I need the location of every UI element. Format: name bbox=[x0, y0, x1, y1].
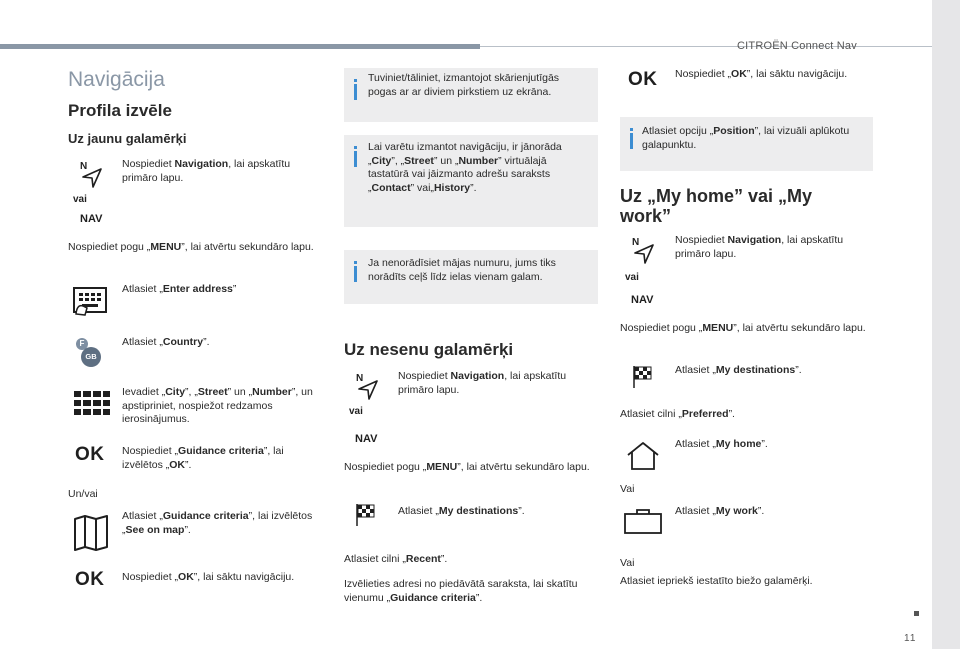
info-icon bbox=[354, 266, 357, 282]
tip-house-number-text: Ja nenorādīsiet mājas numuru, jums tiks norādīts ceļš līdz ielas vienam galam. bbox=[368, 257, 556, 283]
step-guidance-ok: Nospiediet „Guidance criteria”, lai izvēlētos „OK”. bbox=[122, 445, 284, 471]
nav-label: NAV bbox=[631, 294, 654, 306]
step-country: Atlasiet „Country”. bbox=[122, 336, 210, 348]
heading-new-destination: Uz jaunu galamērķi bbox=[68, 131, 187, 146]
nav-n-letter: N bbox=[632, 237, 640, 248]
or-label-2: Vai bbox=[620, 557, 635, 569]
step-ok-start-2: Nospiediet „OK”, lai sāktu navigāciju. bbox=[675, 68, 848, 80]
tip-box-address bbox=[344, 135, 598, 227]
map-icon bbox=[74, 515, 108, 551]
keyboard-icon bbox=[73, 284, 109, 316]
and-or-label: Un/vai bbox=[68, 488, 98, 500]
briefcase-icon bbox=[624, 508, 662, 534]
country-badge-bottom: GB bbox=[81, 347, 101, 367]
step-preferred-tab: Atlasiet cilni „Preferred”. bbox=[620, 408, 735, 420]
heading-profile: Profila izvēle bbox=[68, 101, 172, 120]
step-my-home: Atlasiet „My home”. bbox=[675, 438, 768, 450]
heading-my-home-work: Uz „My home” vai „My work” bbox=[620, 186, 813, 226]
step-preset-destination: Atlasiet iepriekš iestatīto biežo galamērķi. bbox=[620, 575, 813, 587]
home-icon bbox=[626, 441, 660, 471]
step-menu-2: Nospiediet pogu „MENU”, lai atvērtu sekundāro lapu. bbox=[344, 461, 590, 473]
step-my-work: Atlasiet „My work”. bbox=[675, 505, 765, 517]
tip-box-house-number bbox=[344, 250, 598, 304]
step-navigation-3: Nospiediet Navigation, lai apskatītu primāro lapu. bbox=[675, 234, 844, 260]
step-enter-address: Atlasiet „Enter address” bbox=[122, 283, 237, 295]
nav-label: NAV bbox=[80, 213, 103, 225]
navigation-arrow-icon bbox=[632, 242, 656, 266]
step-ok-start: Nospiediet „OK”, lai sāktu navigāciju. bbox=[122, 571, 295, 583]
header-rule-light bbox=[480, 46, 932, 47]
country-badge-top: F bbox=[76, 338, 88, 350]
info-icon bbox=[630, 133, 633, 149]
navigation-arrow-icon bbox=[80, 166, 104, 190]
brand-title: CITROËN Connect Nav bbox=[737, 40, 857, 52]
info-icon bbox=[354, 84, 357, 100]
navigation-arrow-icon bbox=[356, 378, 380, 402]
tip-zoom-text: Tuviniet/tāliniet, izmantojot skārienjutīgās pogas ar ar diviem pirkstiem uz ekrāna. bbox=[368, 72, 560, 98]
tip-address-text: Lai varētu izmantot navigāciju, ir jānorāda „City”, „Street” un „Number” virtuālajā tastatūrā vai jāizmanto adrešu saraksts „Contact” vai„History”. bbox=[368, 141, 562, 194]
nav-vai: vai bbox=[625, 272, 639, 283]
step-see-on-map: Atlasiet „Guidance criteria”, lai izvēlētos „See on map”. bbox=[122, 510, 313, 536]
tip-box-position bbox=[620, 117, 873, 171]
step-my-destinations: Atlasiet „My destinations”. bbox=[398, 505, 525, 517]
tip-position-text: Atlasiet opciju „Position”, lai vizuāli aplūkotu galapunktu. bbox=[642, 125, 850, 151]
step-menu-3: Nospiediet pogu „MENU”, lai atvērtu sekundāro lapu. bbox=[620, 322, 866, 334]
section-title: Navigācija bbox=[68, 68, 165, 91]
nav-n-letter: N bbox=[80, 161, 88, 172]
step-menu: Nospiediet pogu „MENU”, lai atvērtu sekundāro lapu. bbox=[68, 241, 314, 253]
page-number: 11 bbox=[904, 633, 917, 644]
info-icon bbox=[354, 151, 357, 167]
step-navigation: Nospiediet Navigation, lai apskatītu primāro lapu. bbox=[122, 158, 291, 184]
ok-button-icon: OK bbox=[75, 444, 105, 465]
nav-vai: vai bbox=[73, 194, 87, 205]
page-marker bbox=[914, 611, 919, 616]
tip-box-zoom bbox=[344, 68, 598, 122]
ok-button-icon-2: OK bbox=[75, 569, 105, 590]
header-rule-dark bbox=[0, 44, 480, 49]
nav-n-letter: N bbox=[356, 373, 364, 384]
step-my-destinations-2: Atlasiet „My destinations”. bbox=[675, 364, 802, 376]
ok-button-icon-3: OK bbox=[628, 69, 658, 90]
or-label-1: Vai bbox=[620, 483, 635, 495]
step-city-street-number: Ievadiet „City”, „Street” un „Number”, un apstipriniet, nospiežot redzamos ierosinājumus. bbox=[122, 386, 313, 425]
page-edge-bar bbox=[932, 0, 960, 649]
step-recent-tab: Atlasiet cilni „Recent”. bbox=[344, 553, 448, 565]
heading-recent-destination: Uz nesenu galamērķi bbox=[344, 340, 514, 359]
checkered-flag-icon bbox=[356, 504, 376, 526]
nav-vai: vai bbox=[349, 406, 363, 417]
step-choose-address: Izvēlieties adresi no piedāvātā saraksta, lai skatītu vienumu „Guidance criteria”. bbox=[344, 578, 578, 604]
numeric-keypad-icon bbox=[74, 391, 110, 415]
checkered-flag-icon bbox=[633, 366, 653, 388]
step-navigation-2: Nospiediet Navigation, lai apskatītu primāro lapu. bbox=[398, 370, 567, 396]
nav-label: NAV bbox=[355, 433, 378, 445]
